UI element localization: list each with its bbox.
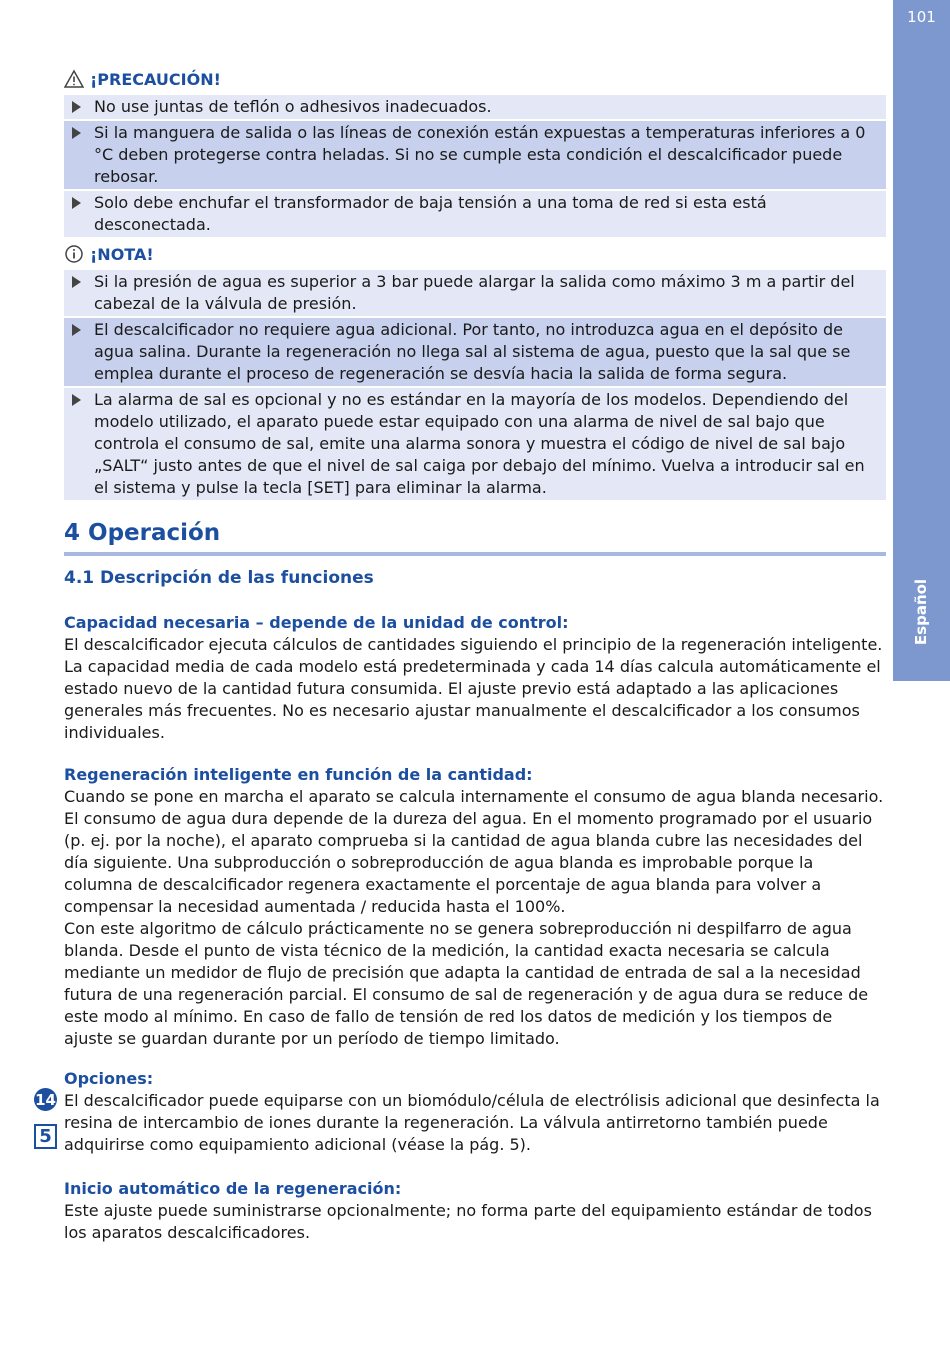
bullet-arrow-icon <box>72 276 81 288</box>
chapter-title: 4 Operación <box>64 518 886 556</box>
section-title: Inicio automático de la regeneración: <box>64 1179 402 1198</box>
note-title: ¡NOTA! <box>90 244 154 264</box>
caution-heading <box>64 67 886 91</box>
bullet-arrow-icon <box>72 197 81 209</box>
page-number: 101 <box>907 8 936 26</box>
caution-title: ¡PRECAUCIÓN! <box>90 69 221 89</box>
section-text: Con este algoritmo de cálculo prácticamente no se genera sobreproducción ni despilfarro de agua blanda. Desde el punto de vista técnico de la medición, la cantidad exacta necesaria se calcula mediante un medidor de flujo de precisión que adapta la cantidad de entrada de sal a la necesidad futura de una regeneración parcial. El consumo de sal de regeneración y de agua dura se reduce de este modo al mínimo. En caso de fallo de tensión de red los datos de medición y los tiempos de ajuste se guardan durante por un período de tiempo limitado. <box>64 919 869 1048</box>
section-options <box>64 1068 886 1156</box>
caution-box <box>64 67 886 239</box>
note-item: Si la presión de agua es superior a 3 bar puede alargar la salida como máximo 3 m a partir del cabezal de la válvula de presión. <box>64 270 886 316</box>
figure-ref-badge: 14 <box>34 1088 57 1111</box>
caution-item: Si la manguera de salida o las líneas de conexión están expuestas a temperaturas inferiores a 0 °C deben protegerse contra heladas. Si no se cumple esta condición el descalcificador puede rebosar. <box>64 121 886 189</box>
warning-triangle-icon <box>64 69 84 89</box>
bullet-arrow-icon <box>72 394 81 406</box>
note-box <box>64 242 886 502</box>
section-text: Este ajuste puede suministrarse opcionalmente; no forma parte del equipamiento estándar de todos los aparatos descalcificadores. <box>64 1201 872 1242</box>
caution-item: Solo debe enchufar el transformador de baja tensión a una toma de red si esta está desconectada. <box>64 191 886 237</box>
chapter-block <box>64 518 886 556</box>
section-text: El descalcificador ejecuta cálculos de cantidades siguiendo el principio de la regeneración inteligente. La capacidad media de cada modelo está predeterminada y cada 14 días calcula automáticamente el estado nuevo de la cantidad futura consumida. El ajuste previo está adaptado a las aplicaciones generales más frecuentes. No es necesario ajustar manualmente el descalcificador a los consumos individuales. <box>64 635 883 742</box>
section-regeneration <box>64 764 886 1050</box>
info-circle-icon <box>64 244 84 264</box>
bullet-arrow-icon <box>72 101 81 113</box>
section-auto-start <box>64 1178 886 1244</box>
note-item: El descalcificador no requiere agua adicional. Por tanto, no introduzca agua en el depósito de agua salina. Durante la regeneración no llega sal al sistema de agua, puesto que la sal que se emplea durante el proceso de regeneración se desvía hacia la salida de forma segura. <box>64 318 886 386</box>
bullet-arrow-icon <box>72 324 81 336</box>
note-item: La alarma de sal es opcional y no es estándar en la mayoría de los modelos. Dependiendo del modelo utilizado, el aparato puede estar equipado con una alarma de nivel de sal bajo que controla el consumo de sal, emite una alarma sonora y muestra el código de nivel de sal bajo „SALT“ justo antes de que el nivel de sal caiga por debajo del mínimo. Vuelva a introducir sal en el sistema y pulse la tecla [SET] para eliminar la alarma. <box>64 388 886 500</box>
section-title: Opciones: <box>64 1069 154 1088</box>
page-ref-badge: 5 <box>34 1124 57 1149</box>
language-tab: Español <box>912 578 930 646</box>
note-heading <box>64 242 886 266</box>
section-title: Capacidad necesaria – depende de la unidad de control: <box>64 613 569 632</box>
caution-item: No use juntas de teflón o adhesivos inadecuados. <box>64 95 886 119</box>
subchapter-title: 4.1 Descripción de las funciones <box>64 568 374 588</box>
section-title: Regeneración inteligente en función de la cantidad: <box>64 765 533 784</box>
subchapter-block <box>64 566 886 590</box>
section-text: El descalcificador puede equiparse con un biomódulo/célula de electrólisis adicional que desinfecta la resina de intercambio de iones durante la regeneración. La válvula antirretorno también puede adquirirse como equipamiento adicional (véase la pág. 5). <box>64 1091 880 1154</box>
section-capacity <box>64 612 886 744</box>
section-text: Cuando se pone en marcha el aparato se calcula internamente el consumo de agua blanda necesario. El consumo de agua dura depende de la dureza del agua. En el momento programado por el usuario (p. ej. por la noche), el aparato comprueba si la cantidad de agua blanda cubre las necesidades del día siguiente. Una subproducción o sobreproducción de agua blanda es improbable porque la columna de descalcificador regenera exactamente el porcentaje de agua blanda para volver a compensar la necesidad aumentada / reducida hasta el 100%. <box>64 787 884 916</box>
bullet-arrow-icon <box>72 127 81 139</box>
